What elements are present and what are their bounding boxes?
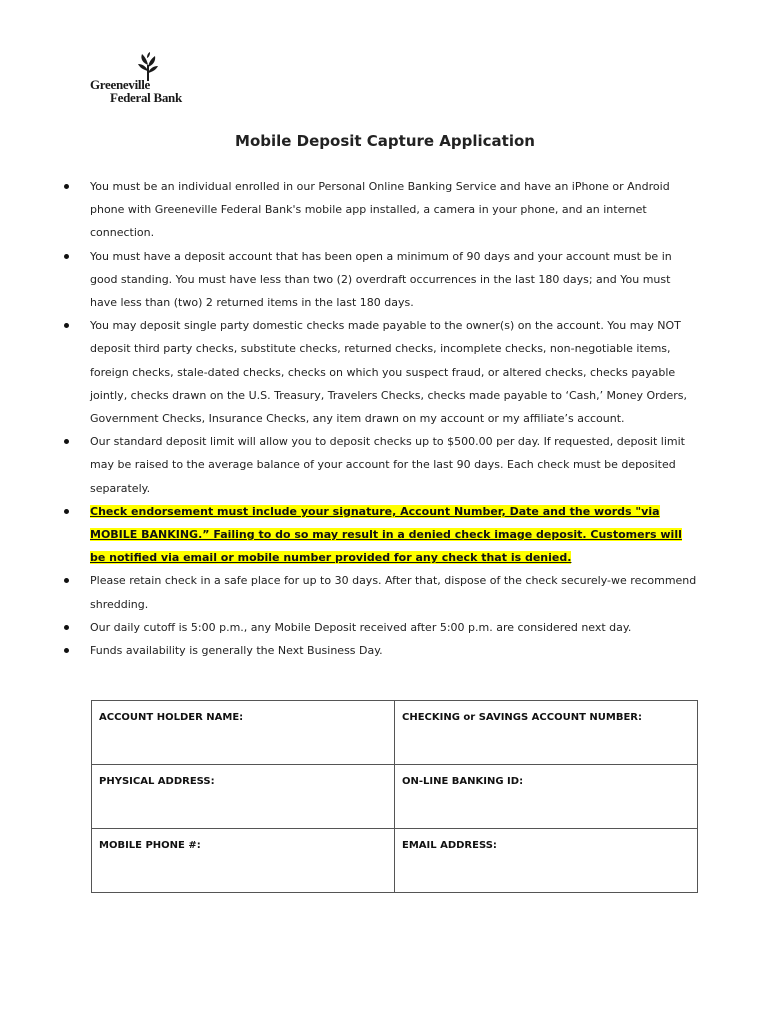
list-item-text: Our daily cutoff is 5:00 p.m., any Mobile Deposit received after 5:00 p.m. are considered next day. [90,620,632,634]
physical-address-label: PHYSICAL ADDRESS: [99,776,215,787]
mobile-phone-field[interactable] [92,829,395,893]
bullet-icon [64,184,69,189]
bullet-icon [64,509,69,514]
list-item-text: Funds availability is generally the Next Business Day. [90,644,383,658]
account-number-label: CHECKING or SAVINGS ACCOUNT NUMBER: [402,712,642,723]
requirements-list [0,175,770,662]
bullet-icon [64,254,69,259]
applicant-info-table [91,700,698,893]
bullet-icon [64,323,69,328]
account-holder-name-label: ACCOUNT HOLDER NAME: [99,712,244,723]
list-item [0,430,700,500]
list-item [0,245,700,315]
logo-text-line1: Greeneville [90,77,150,92]
email-address-field[interactable] [395,829,698,893]
list-item [0,569,700,615]
list-item [0,175,700,245]
bullet-icon [64,625,69,630]
online-banking-id-field[interactable] [395,765,698,829]
list-item [0,639,700,662]
logo-text-line2: Federal Bank [110,90,182,105]
online-banking-id-label: ON-LINE BANKING ID: [402,776,524,787]
list-item-highlighted [0,500,700,570]
page-title: Mobile Deposit Capture Application [235,132,535,150]
list-item [0,314,700,430]
list-item-text: You must have a deposit account that has been open a minimum of 90 days and your account must be in good standing. You must have less than two (2) overdraft occurrences in the last 180 days; and You must have less than (two) 2 returned items in the last 180 days. [90,249,672,310]
mobile-phone-label: MOBILE PHONE #: [99,840,201,851]
list-item-text: Our standard deposit limit will allow you to deposit checks up to $500.00 per day. If requested, deposit limit may be raised to the average balance of your account for the last 90 days. Each check must be deposited separately. [90,435,685,495]
bullet-icon [64,439,69,444]
account-number-field[interactable] [395,701,698,765]
physical-address-field[interactable] [92,765,395,829]
list-item-text: You may deposit single party domestic checks made payable to the owner(s) on the account. You may NOT deposit third party checks, substitute checks, returned checks, incomplete checks, non-negotiable items, foreign checks, stale-dated checks, checks on which you suspect fraud, or altered checks, checks payable jointly, checks drawn on the U.S. Treasury, Travelers Checks, checks made payable to ‘Cash,’ Money Orders, Government Checks, Insurance Checks, any item drawn on my account or my affiliate’s account. [90,319,688,426]
list-item-text: Please retain check in a safe place for up to 30 days. After that, dispose of the check securely-we recommend shredding. [90,574,697,611]
bank-logo [86,52,196,112]
bullet-icon [64,648,69,653]
endorsement-notice: Check endorsement must include your signature, Account Number, Date and the words "via MOBILE BANKING.” Failing to do so may result in a denied check image deposit. Customers will be notified via email or mobile number provided for any check that is denied. [90,504,682,565]
email-address-label: EMAIL ADDRESS: [402,840,497,851]
list-item-text: You must be an individual enrolled in our Personal Online Banking Service and have an iPhone or Android phone with Greeneville Federal Bank's mobile app installed, a camera in your phone, and an internet connection. [90,180,670,240]
account-holder-name-field[interactable] [92,701,395,765]
bullet-icon [64,578,69,583]
list-item [0,616,700,639]
